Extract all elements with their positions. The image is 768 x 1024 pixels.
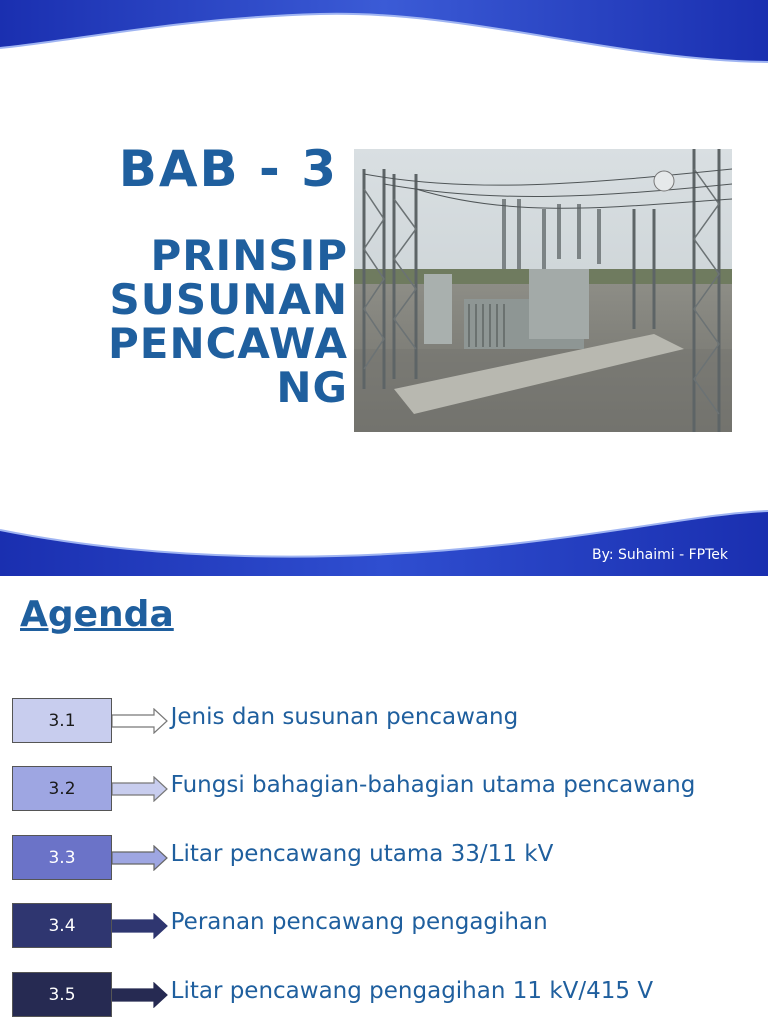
agenda-item	[0, 972, 768, 1022]
bottom-wave-decoration	[0, 505, 768, 576]
agenda-number-box: 3.4	[12, 903, 112, 948]
agenda-heading: Agenda	[20, 594, 174, 635]
agenda-number-box: 3.3	[12, 835, 112, 880]
agenda-item	[0, 835, 768, 885]
agenda-item	[0, 698, 768, 748]
agenda-slide	[0, 576, 768, 1024]
chapter-subtitle: PRINSIP SUSUNAN PENCAWA NG	[107, 231, 348, 412]
agenda-item-text: Jenis dan susunan pencawang	[156, 704, 519, 730]
substation-photo	[354, 149, 732, 432]
author-byline: By: Suhaimi - FPTek	[591, 547, 728, 563]
agenda-item-text: Litar pencawang utama 33/11 kV	[156, 841, 554, 867]
agenda-number-box: 3.5	[12, 972, 112, 1017]
agenda-item-text: Litar pencawang pengagihan 11 kV/415 V	[156, 978, 654, 1004]
agenda-item	[0, 766, 768, 816]
agenda-item	[0, 903, 768, 953]
agenda-item-text: Fungsi bahagian-bahagian utama pencawang	[156, 772, 696, 798]
agenda-item-text: Peranan pencawang pengagihan	[156, 909, 548, 935]
chapter-title: BAB - 3	[118, 140, 338, 198]
agenda-number-box: 3.2	[12, 766, 112, 811]
top-wave-decoration	[0, 0, 768, 70]
agenda-number-box: 3.1	[12, 698, 112, 743]
